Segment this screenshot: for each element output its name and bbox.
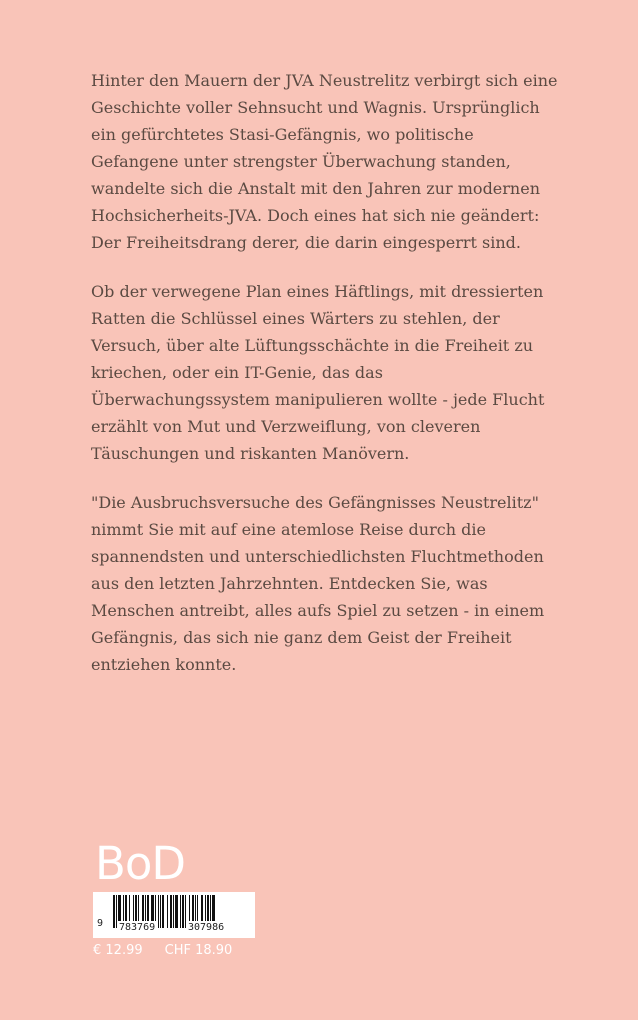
blurb-line: nimmt Sie mit auf eine atemlose Reise durch die bbox=[91, 520, 486, 539]
isbn-lead-digit: 9 bbox=[97, 918, 104, 929]
barcode-bar bbox=[185, 895, 186, 928]
blurb-line: Der Freiheitsdrang derer, die darin eingesperrt sind. bbox=[91, 233, 521, 252]
price-eur: € 12.99 bbox=[93, 943, 143, 958]
barcode-bar bbox=[173, 895, 174, 928]
barcode-bar bbox=[162, 895, 164, 928]
blurb-line: Gefängnis, das sich nie ganz dem Geist der Freiheit bbox=[91, 628, 512, 647]
blurb-line: spannendsten und unterschiedlichsten Fluchtmethoden bbox=[91, 547, 544, 566]
blurb-line: Hochsicherheits-JVA. Doch eines hat sich nie geändert: bbox=[91, 206, 540, 225]
isbn-group-1: 783769 bbox=[119, 922, 156, 933]
blurb-line: Täuschungen und riskanten Manövern. bbox=[91, 444, 410, 463]
blurb-line: Versuch, über alte Lüftungsschächte in die Freiheit zu bbox=[91, 336, 534, 355]
barcode-bar bbox=[170, 895, 172, 928]
blurb-line: aus den letzten Jahrzehnten. Entdecken Sie, was bbox=[91, 574, 488, 593]
back-cover-blurb bbox=[91, 67, 571, 700]
blurb-line: Ob der verwegene Plan eines Häftlings, mit dressierten bbox=[91, 282, 544, 301]
blurb-paragraph-2 bbox=[91, 278, 571, 467]
isbn-barcode bbox=[93, 892, 255, 938]
barcode-bar bbox=[167, 895, 168, 928]
barcode-bar bbox=[116, 895, 117, 928]
publisher-logo: BoD bbox=[95, 837, 186, 890]
blurb-line: "Die Ausbruchsversuche des Gefängnisses Neustrelitz" bbox=[91, 493, 539, 512]
blurb-line: kriechen, oder ein IT-Genie, das das bbox=[91, 363, 383, 382]
publisher-block bbox=[93, 838, 253, 958]
blurb-line: Gefangene unter strengster Überwachung standen, bbox=[91, 152, 511, 171]
blurb-paragraph-1 bbox=[91, 67, 571, 256]
barcode-bar bbox=[180, 895, 181, 928]
blurb-paragraph-3 bbox=[91, 489, 571, 678]
price-line bbox=[93, 943, 253, 958]
blurb-line: wandelte sich die Anstalt mit den Jahren zur modernen bbox=[91, 179, 540, 198]
blurb-line: Hinter den Mauern der JVA Neustrelitz verbirgt sich eine bbox=[91, 71, 558, 90]
blurb-line: entziehen konnte. bbox=[91, 655, 237, 674]
barcode-bar bbox=[160, 895, 161, 928]
barcode-bar bbox=[182, 895, 184, 928]
barcode-bar bbox=[158, 895, 159, 928]
blurb-line: erzählt von Mut und Verzweiflung, von cleveren bbox=[91, 417, 481, 436]
barcode-bar bbox=[175, 895, 178, 928]
blurb-line: ein gefürchtetes Stasi-Gefängnis, wo politische bbox=[91, 125, 474, 144]
barcode-bar bbox=[113, 895, 115, 928]
blurb-line: Geschichte voller Sehnsucht und Wagnis. Ursprünglich bbox=[91, 98, 540, 117]
blurb-line: Ratten die Schlüssel eines Wärters zu stehlen, der bbox=[91, 309, 500, 328]
blurb-line: Überwachungssystem manipulieren wollte - jede Flucht bbox=[91, 390, 545, 409]
blurb-line: Menschen antreibt, alles aufs Spiel zu setzen - in einem bbox=[91, 601, 545, 620]
price-chf: CHF 18.90 bbox=[164, 943, 233, 958]
isbn-group-2: 307986 bbox=[188, 922, 225, 933]
